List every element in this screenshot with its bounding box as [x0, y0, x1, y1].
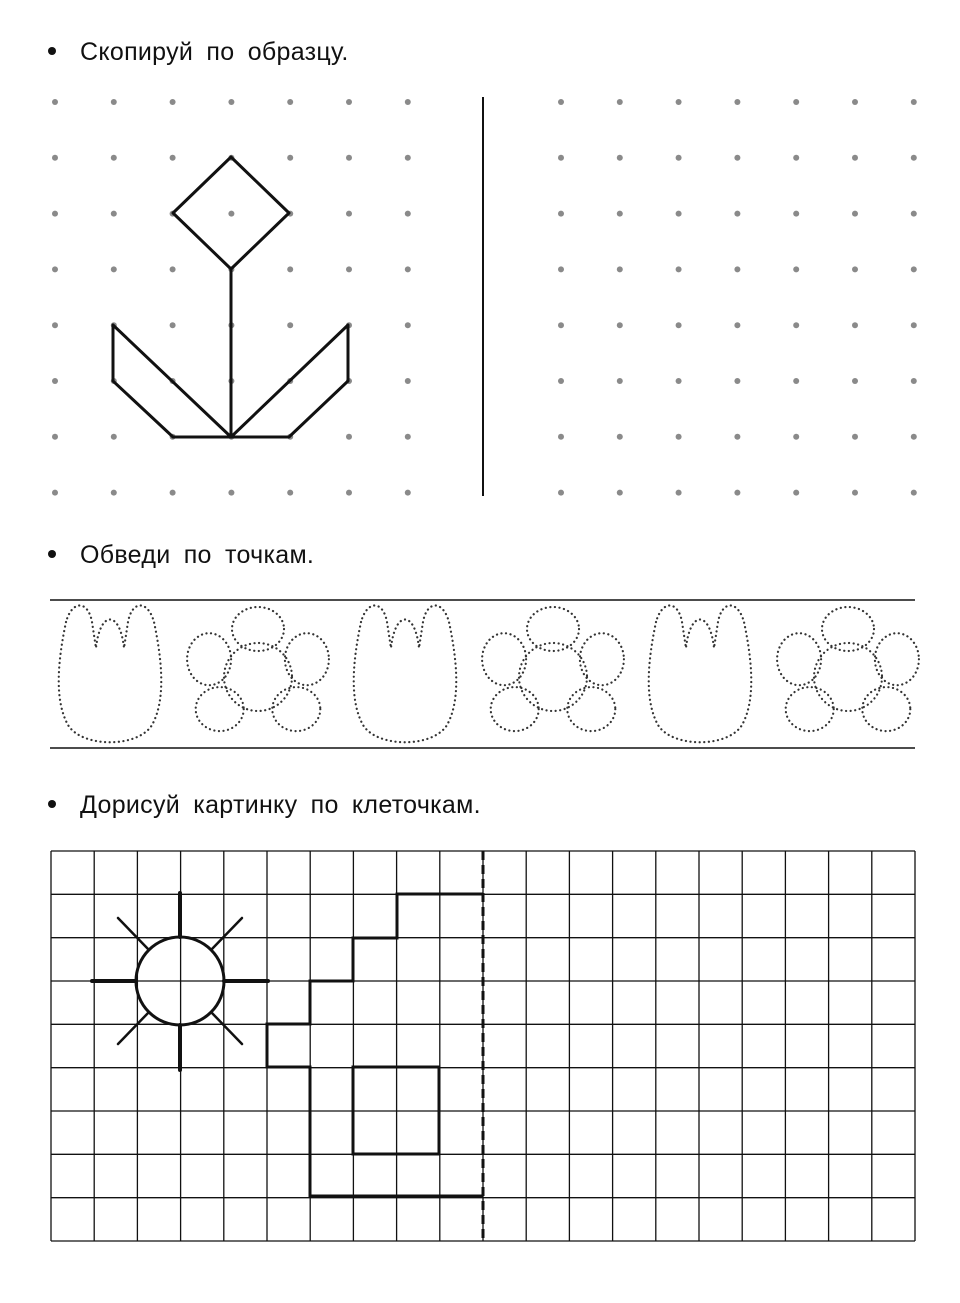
flower-petal[interactable] — [232, 607, 284, 651]
sample-flower-drawing — [113, 157, 348, 437]
grid-dot — [170, 322, 176, 328]
grid-dot — [911, 490, 917, 496]
grid-dot — [558, 211, 564, 217]
grid-dot — [793, 211, 799, 217]
grid-dot — [558, 434, 564, 440]
grid-dot — [558, 266, 564, 272]
grid-dot — [405, 99, 411, 105]
grid-dot — [852, 490, 858, 496]
house-outline — [267, 894, 483, 1196]
flower-center[interactable] — [814, 643, 882, 711]
grid-dot — [676, 99, 682, 105]
grid-dot — [111, 211, 117, 217]
task-1-text: Скопируй по образцу. — [80, 38, 349, 66]
grid-dot — [852, 155, 858, 161]
leaf-left — [113, 325, 231, 437]
grid-dot — [52, 155, 58, 161]
task-2-text: Обведи по точкам. — [80, 541, 315, 569]
grid-dot — [852, 434, 858, 440]
grid-dot — [170, 266, 176, 272]
grid-dot — [346, 99, 352, 105]
grid-dot — [793, 266, 799, 272]
grid-dot — [734, 99, 740, 105]
house-half-drawing — [267, 894, 483, 1196]
grid-dot — [617, 378, 623, 384]
grid-dot — [676, 434, 682, 440]
flower-center[interactable] — [519, 643, 587, 711]
grid-dot — [287, 99, 293, 105]
grid-dot — [617, 490, 623, 496]
grid-dot — [111, 155, 117, 161]
grid-dot — [405, 211, 411, 217]
grid-dot — [793, 155, 799, 161]
grid-dot — [170, 99, 176, 105]
grid-dot — [405, 434, 411, 440]
grid-dot — [617, 434, 623, 440]
tracing-shapes[interactable] — [59, 606, 919, 743]
grid-dot — [405, 155, 411, 161]
grid-dot — [346, 490, 352, 496]
grid-dot — [111, 266, 117, 272]
grid-dot — [793, 378, 799, 384]
grid-dot — [793, 322, 799, 328]
grid-dot — [558, 490, 564, 496]
grid-dot — [52, 211, 58, 217]
grid-dot — [734, 378, 740, 384]
grid-dot — [617, 322, 623, 328]
grid-dot — [52, 490, 58, 496]
grid-dot — [170, 490, 176, 496]
grid-dot — [676, 322, 682, 328]
grid-dot — [558, 99, 564, 105]
grid-dot — [287, 322, 293, 328]
grid-dot — [734, 322, 740, 328]
grid-dot — [52, 322, 58, 328]
grid-dot — [346, 266, 352, 272]
grid-dot — [617, 211, 623, 217]
grid-dot — [558, 155, 564, 161]
grid-dot — [793, 434, 799, 440]
grid-dot — [793, 490, 799, 496]
sun-ray — [211, 1012, 242, 1044]
grid-dot — [676, 378, 682, 384]
flower-center[interactable] — [224, 643, 292, 711]
grid-dot — [676, 211, 682, 217]
tulip-shape[interactable] — [59, 606, 162, 743]
flower-petal[interactable] — [822, 607, 874, 651]
grid-dot — [617, 99, 623, 105]
grid-dot — [911, 211, 917, 217]
sun-ray — [118, 918, 149, 950]
grid-dot — [617, 266, 623, 272]
grid-dot — [405, 266, 411, 272]
grid-dot — [170, 155, 176, 161]
grid-dot — [911, 99, 917, 105]
flower-petal[interactable] — [491, 687, 539, 731]
flower-petal[interactable] — [285, 633, 329, 685]
task-3-text: Дорисуй картинку по клеточкам. — [80, 791, 481, 819]
grid-dot — [52, 378, 58, 384]
grid-dot — [111, 99, 117, 105]
grid-dot — [852, 266, 858, 272]
grid-dot — [287, 490, 293, 496]
flower-petal[interactable] — [527, 607, 579, 651]
copy-dot-grid[interactable] — [558, 99, 917, 496]
tulip-shape[interactable] — [354, 606, 457, 743]
flower-petal[interactable] — [580, 633, 624, 685]
grid-dot — [346, 155, 352, 161]
sun-ray — [118, 1012, 149, 1044]
grid-dot — [911, 266, 917, 272]
grid-dot — [734, 490, 740, 496]
flower-petal[interactable] — [567, 687, 615, 731]
grid-dot — [734, 155, 740, 161]
grid-dot — [911, 434, 917, 440]
grid-dot — [405, 490, 411, 496]
grid-dot — [852, 211, 858, 217]
grid-dot — [852, 378, 858, 384]
grid-dot — [346, 211, 352, 217]
grid-dot — [793, 99, 799, 105]
flower-petal[interactable] — [786, 687, 834, 731]
grid-dot — [911, 322, 917, 328]
grid-dot — [911, 378, 917, 384]
grid-dot — [346, 434, 352, 440]
tulip-shape[interactable] — [649, 606, 752, 743]
grid-dot — [852, 99, 858, 105]
grid-dot — [405, 378, 411, 384]
grid-dot — [911, 155, 917, 161]
flower-petal[interactable] — [862, 687, 910, 731]
grid-dot — [52, 434, 58, 440]
grid-dot — [852, 322, 858, 328]
grid-dot — [676, 266, 682, 272]
grid-dot — [676, 490, 682, 496]
grid-dot — [734, 211, 740, 217]
grid-dot — [111, 434, 117, 440]
grid-dot — [734, 266, 740, 272]
grid-dot — [228, 211, 234, 217]
flower-petal[interactable] — [272, 687, 320, 731]
grid-dot — [52, 99, 58, 105]
grid-dot — [617, 155, 623, 161]
grid-dot — [228, 490, 234, 496]
grid-dot — [734, 434, 740, 440]
grid-dot — [405, 322, 411, 328]
grid-dot — [52, 266, 58, 272]
flower-petal[interactable] — [875, 633, 919, 685]
flower-petal[interactable] — [196, 687, 244, 731]
sun-ray — [211, 918, 242, 950]
grid-dot — [228, 99, 234, 105]
grid-dot — [287, 266, 293, 272]
grid-dot — [558, 378, 564, 384]
grid-dot — [558, 322, 564, 328]
grid-dot — [676, 155, 682, 161]
grid-dot — [287, 155, 293, 161]
leaf-right — [231, 325, 348, 437]
grid-dot — [111, 490, 117, 496]
